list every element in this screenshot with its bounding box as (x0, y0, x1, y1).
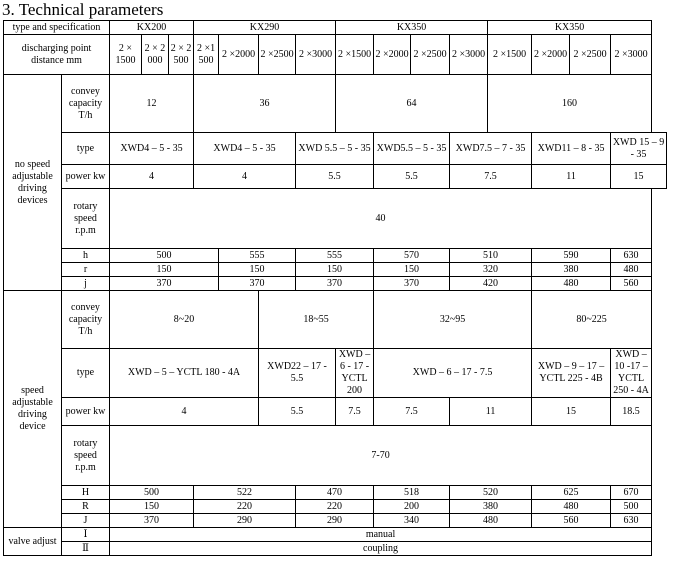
dim-cell: 630 (611, 514, 652, 528)
dim-cell: 370 (219, 277, 296, 291)
distance-cell: 2 ×3000 (296, 35, 336, 75)
nospeed-rotary-row (4, 189, 667, 249)
nospeed-power-row (4, 165, 667, 189)
dim-cell: 625 (532, 486, 611, 500)
speed-convey-row (4, 291, 667, 349)
dim-cell: 150 (374, 263, 450, 277)
dim-cell: 480 (450, 514, 532, 528)
dim-cell: 500 (110, 486, 194, 500)
dim-cell: 590 (532, 249, 611, 263)
valve-row-1 (4, 528, 667, 542)
valve-value: manual (110, 528, 652, 542)
valve-label: valve adjust (4, 528, 62, 556)
power-cell: 4 (110, 398, 259, 426)
dim-cell: 220 (296, 500, 374, 514)
power-cell: 15 (611, 165, 667, 189)
convey-cell: 32~95 (374, 291, 532, 349)
model-header: KX290 (194, 21, 336, 35)
row-label: power kw (62, 398, 110, 426)
distance-cell: 2 ×2500 (570, 35, 611, 75)
type-cell: XWD4 – 5 - 35 (194, 133, 296, 165)
nospeed-group-label: no speed adjustable driving devices (4, 75, 62, 291)
dim-cell: 520 (450, 486, 532, 500)
dim-cell: 290 (296, 514, 374, 528)
convey-cell: 18~55 (259, 291, 374, 349)
dim-cell: 290 (194, 514, 296, 528)
dim-cell: 420 (450, 277, 532, 291)
type-cell: XWD – 6 – 17 - 7.5 (374, 349, 532, 398)
dim-cell: 150 (110, 500, 194, 514)
convey-cell: 12 (110, 75, 194, 133)
type-cell: XWD – 10 -17 – YCTL 250 - 4A (611, 349, 652, 398)
row-label: rotary speed r.p.m (62, 426, 110, 486)
power-cell: 4 (194, 165, 296, 189)
row-label: h (62, 249, 110, 263)
type-cell: XWD7.5 – 7 - 35 (450, 133, 532, 165)
dim-cell: 220 (194, 500, 296, 514)
distance-cell: 2 ×1500 (336, 35, 374, 75)
type-cell: XWD11 – 8 - 35 (532, 133, 611, 165)
valve-code: Ⅰ (62, 528, 110, 542)
dim-cell: 370 (110, 277, 219, 291)
dim-cell: 150 (296, 263, 374, 277)
dim-cell: 370 (296, 277, 374, 291)
nospeed-r-row (4, 263, 667, 277)
row-label: type (62, 133, 110, 165)
speed-type-row (4, 349, 667, 398)
type-cell: XWD22 – 17 - 5.5 (259, 349, 336, 398)
row-label: J (62, 514, 110, 528)
distance-cell: 2 ×2000 (532, 35, 570, 75)
power-cell: 11 (532, 165, 611, 189)
dim-cell: 380 (450, 500, 532, 514)
distance-header: discharging point distance mm (4, 35, 110, 75)
technical-parameters-table (3, 20, 667, 556)
dim-cell: 150 (110, 263, 219, 277)
nospeed-type-row (4, 133, 667, 165)
convey-cell: 64 (336, 75, 488, 133)
speed-rotary-row (4, 426, 667, 486)
convey-cell: 8~20 (110, 291, 259, 349)
dim-cell: 630 (611, 249, 652, 263)
row-label: j (62, 277, 110, 291)
valve-value: coupling (110, 542, 652, 556)
model-header: KX350 (488, 21, 652, 35)
dim-cell: 555 (296, 249, 374, 263)
speed-R-row (4, 500, 667, 514)
row-label: type (62, 349, 110, 398)
row-label: rotary speed r.p.m (62, 189, 110, 249)
row-label: convey capacity T/h (62, 291, 110, 349)
power-cell: 11 (450, 398, 532, 426)
type-cell: XWD5.5 – 5 - 35 (374, 133, 450, 165)
type-cell: XWD 15 – 9 - 35 (611, 133, 667, 165)
speed-J-row (4, 514, 667, 528)
dim-cell: 522 (194, 486, 296, 500)
nospeed-h-row (4, 249, 667, 263)
rotary-cell: 7-70 (110, 426, 652, 486)
page-title: 3. Technical parameters (2, 0, 164, 19)
dim-cell: 500 (110, 249, 219, 263)
speed-group-label: speed adjustable driving device (4, 291, 62, 528)
speed-H-row (4, 486, 667, 500)
nospeed-j-row (4, 277, 667, 291)
distance-cell: 2 ×1500 (194, 35, 219, 75)
dim-cell: 510 (450, 249, 532, 263)
distance-cell: 2 ×3000 (611, 35, 652, 75)
type-cell: XWD – 5 – YCTL 180 - 4A (110, 349, 259, 398)
distance-cell: 2 × 2000 (142, 35, 169, 75)
power-cell: 7.5 (374, 398, 450, 426)
distance-cell: 2 × 1500 (110, 35, 142, 75)
distance-cell: 2 ×2000 (374, 35, 411, 75)
type-cell: XWD – 9 – 17 – YCTL 225 - 4B (532, 349, 611, 398)
distance-cell: 2 × 2500 (169, 35, 194, 75)
dim-cell: 518 (374, 486, 450, 500)
speed-power-row (4, 398, 667, 426)
power-cell: 5.5 (374, 165, 450, 189)
header-distance-row (4, 35, 667, 75)
row-label: power kw (62, 165, 110, 189)
valve-row-2 (4, 542, 667, 556)
row-label: H (62, 486, 110, 500)
dim-cell: 470 (296, 486, 374, 500)
dim-cell: 380 (532, 263, 611, 277)
power-cell: 18.5 (611, 398, 652, 426)
nospeed-convey-row (4, 75, 667, 133)
convey-cell: 36 (194, 75, 336, 133)
type-spec-header: type and specification (4, 21, 110, 35)
distance-cell: 2 ×2500 (259, 35, 296, 75)
type-cell: XWD – 6 - 17 - YCTL 200 (336, 349, 374, 398)
dim-cell: 480 (532, 277, 611, 291)
distance-cell: 2 ×3000 (450, 35, 488, 75)
power-cell: 7.5 (336, 398, 374, 426)
dim-cell: 480 (532, 500, 611, 514)
dim-cell: 150 (219, 263, 296, 277)
type-cell: XWD4 – 5 - 35 (110, 133, 194, 165)
power-cell: 5.5 (296, 165, 374, 189)
model-header: KX200 (110, 21, 194, 35)
dim-cell: 570 (374, 249, 450, 263)
distance-cell: 2 ×2000 (219, 35, 259, 75)
dim-cell: 320 (450, 263, 532, 277)
row-label: r (62, 263, 110, 277)
power-cell: 7.5 (450, 165, 532, 189)
type-cell: XWD 5.5 – 5 - 35 (296, 133, 374, 165)
power-cell: 5.5 (259, 398, 336, 426)
dim-cell: 670 (611, 486, 652, 500)
dim-cell: 560 (532, 514, 611, 528)
row-label: convey capacity T/h (62, 75, 110, 133)
dim-cell: 500 (611, 500, 652, 514)
dim-cell: 370 (110, 514, 194, 528)
power-cell: 15 (532, 398, 611, 426)
row-label: R (62, 500, 110, 514)
rotary-cell: 40 (110, 189, 652, 249)
model-header: KX350 (336, 21, 488, 35)
power-cell: 4 (110, 165, 194, 189)
convey-cell: 160 (488, 75, 652, 133)
dim-cell: 560 (611, 277, 652, 291)
header-models-row (4, 21, 667, 35)
dim-cell: 200 (374, 500, 450, 514)
convey-cell: 80~225 (532, 291, 652, 349)
dim-cell: 370 (374, 277, 450, 291)
valve-code: Ⅱ (62, 542, 110, 556)
distance-cell: 2 ×1500 (488, 35, 532, 75)
dim-cell: 480 (611, 263, 652, 277)
dim-cell: 340 (374, 514, 450, 528)
dim-cell: 555 (219, 249, 296, 263)
distance-cell: 2 ×2500 (411, 35, 450, 75)
